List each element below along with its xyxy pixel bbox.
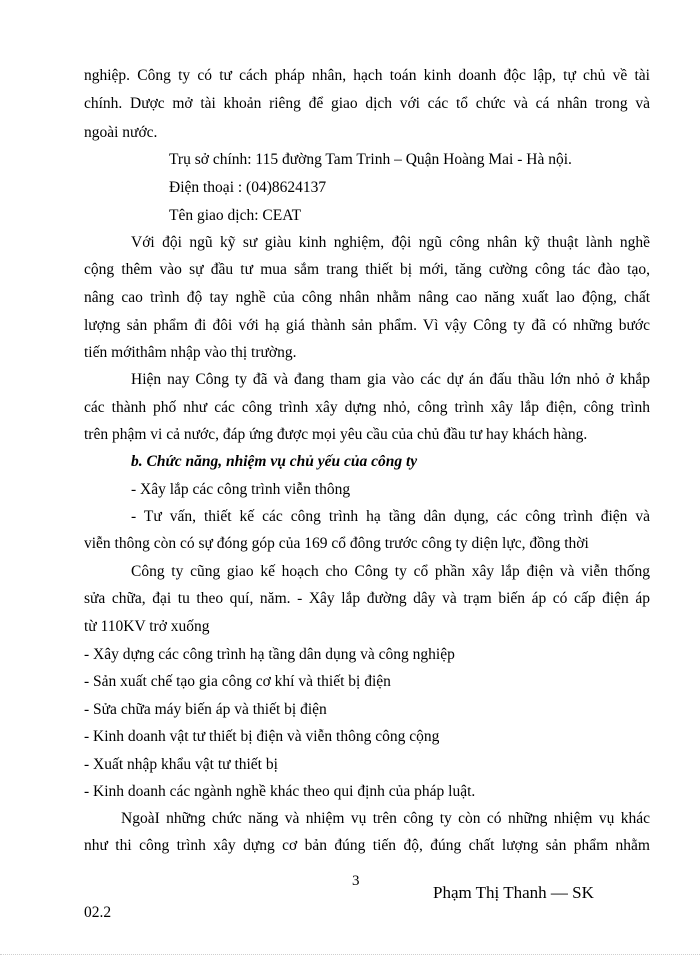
body-line: nghiệp. Công ty có tư cách pháp nhân, hạch toán kinh doanh độc lập, tự chủ về tài: [84, 67, 650, 84]
phone-line: Điện thoại : (04)8624137: [169, 179, 327, 196]
list-item: - Tư vấn, thiết kế các công trình hạ tầng dân dụng, các công trình điện và: [131, 508, 650, 525]
list-item: - Sửa chữa máy biến áp và thiết bị điện: [84, 701, 327, 718]
body-line: nâng cao trình độ tay nghề của công nhân nhằm nâng cao năng xuất lao động, chất: [84, 289, 650, 306]
body-line: chính. Dược mở tài khoản riêng để giao dịch với các tổ chức và cá nhân trong và: [84, 95, 650, 112]
page-number: 3: [352, 873, 360, 889]
body-line: từ 110KV trở xuống: [84, 618, 210, 635]
body-line: các thành phố như các công trình xây dựng nhỏ, công trình xây lắp điện, công trình: [84, 399, 650, 416]
body-line: Với đội ngũ kỹ sư giàu kinh nghiệm, đội ngũ công nhân kỹ thuật lành nghề: [131, 234, 650, 251]
body-line: tiến mớithâm nhập vào thị trường.: [84, 344, 297, 361]
list-item: - Xây lắp các công trình viễn thông: [131, 481, 351, 498]
list-item: - Xây dựng các công trình hạ tầng dân dụng và công nghiệp: [84, 646, 455, 663]
list-item: - Kinh doanh vật tư thiết bị điện và viễn thông công cộng: [84, 728, 440, 745]
body-line: ngoài nước.: [84, 124, 158, 141]
body-line: trên phậm vi cả nước, đáp ứng được mọi yêu cầu của chủ đầu tư hay khách hàng.: [84, 426, 588, 443]
body-line: sửa chữa, đại tu theo quí, năm. - Xây lắp đường dây và trạm biến áp có cấp điện áp: [84, 590, 650, 607]
body-line: như thi công trình xây dựng cơ bản đúng tiến độ, đúng chất lượng sản phẩm nhằm: [84, 837, 650, 854]
author-footer: Phạm Thị Thanh — SK: [433, 883, 594, 902]
body-line: NgoàI những chức năng và nhiệm vụ trên công ty còn có những nhiệm vụ khác: [121, 810, 650, 827]
body-line: cộng thêm vào sự đầu tư mua sắm trang thiết bị mới, tăng cường công tác đào tạo,: [84, 261, 650, 278]
address-line: Trụ sở chính: 115 đường Tam Trinh – Quận Hoàng Mai - Hà nội.: [169, 151, 572, 168]
body-line: lượng sản phẩm đi đôi với hạ giá thành sản phẩm. Vì vậy Công ty đã có những bước: [84, 317, 650, 334]
section-heading: b. Chức năng, nhiệm vụ chủ yếu của công ty: [131, 453, 418, 470]
body-line: viễn thông còn có sự đóng góp của 169 cổ đông trước công ty diện lực, đồng thời: [84, 535, 589, 552]
list-item: - Sản xuất chế tạo gia công cơ khí và thiết bị điện: [84, 673, 391, 690]
document-code: 02.2: [84, 904, 112, 921]
trade-name-line: Tên giao dịch: CEAT: [169, 207, 302, 224]
body-line: Công ty cũng giao kế hoạch cho Công ty cổ phần xây lắp điện và viễn thống: [131, 563, 650, 580]
list-item: - Xuất nhập khẩu vật tư thiết bị: [84, 756, 278, 773]
list-item: - Kinh doanh các ngành nghề khác theo qui định của pháp luật.: [84, 783, 476, 800]
page-border: [0, 954, 700, 955]
body-line: Hiện nay Công ty đã và đang tham gia vào các dự án đấu thầu lớn nhỏ ở khắp: [131, 371, 650, 388]
